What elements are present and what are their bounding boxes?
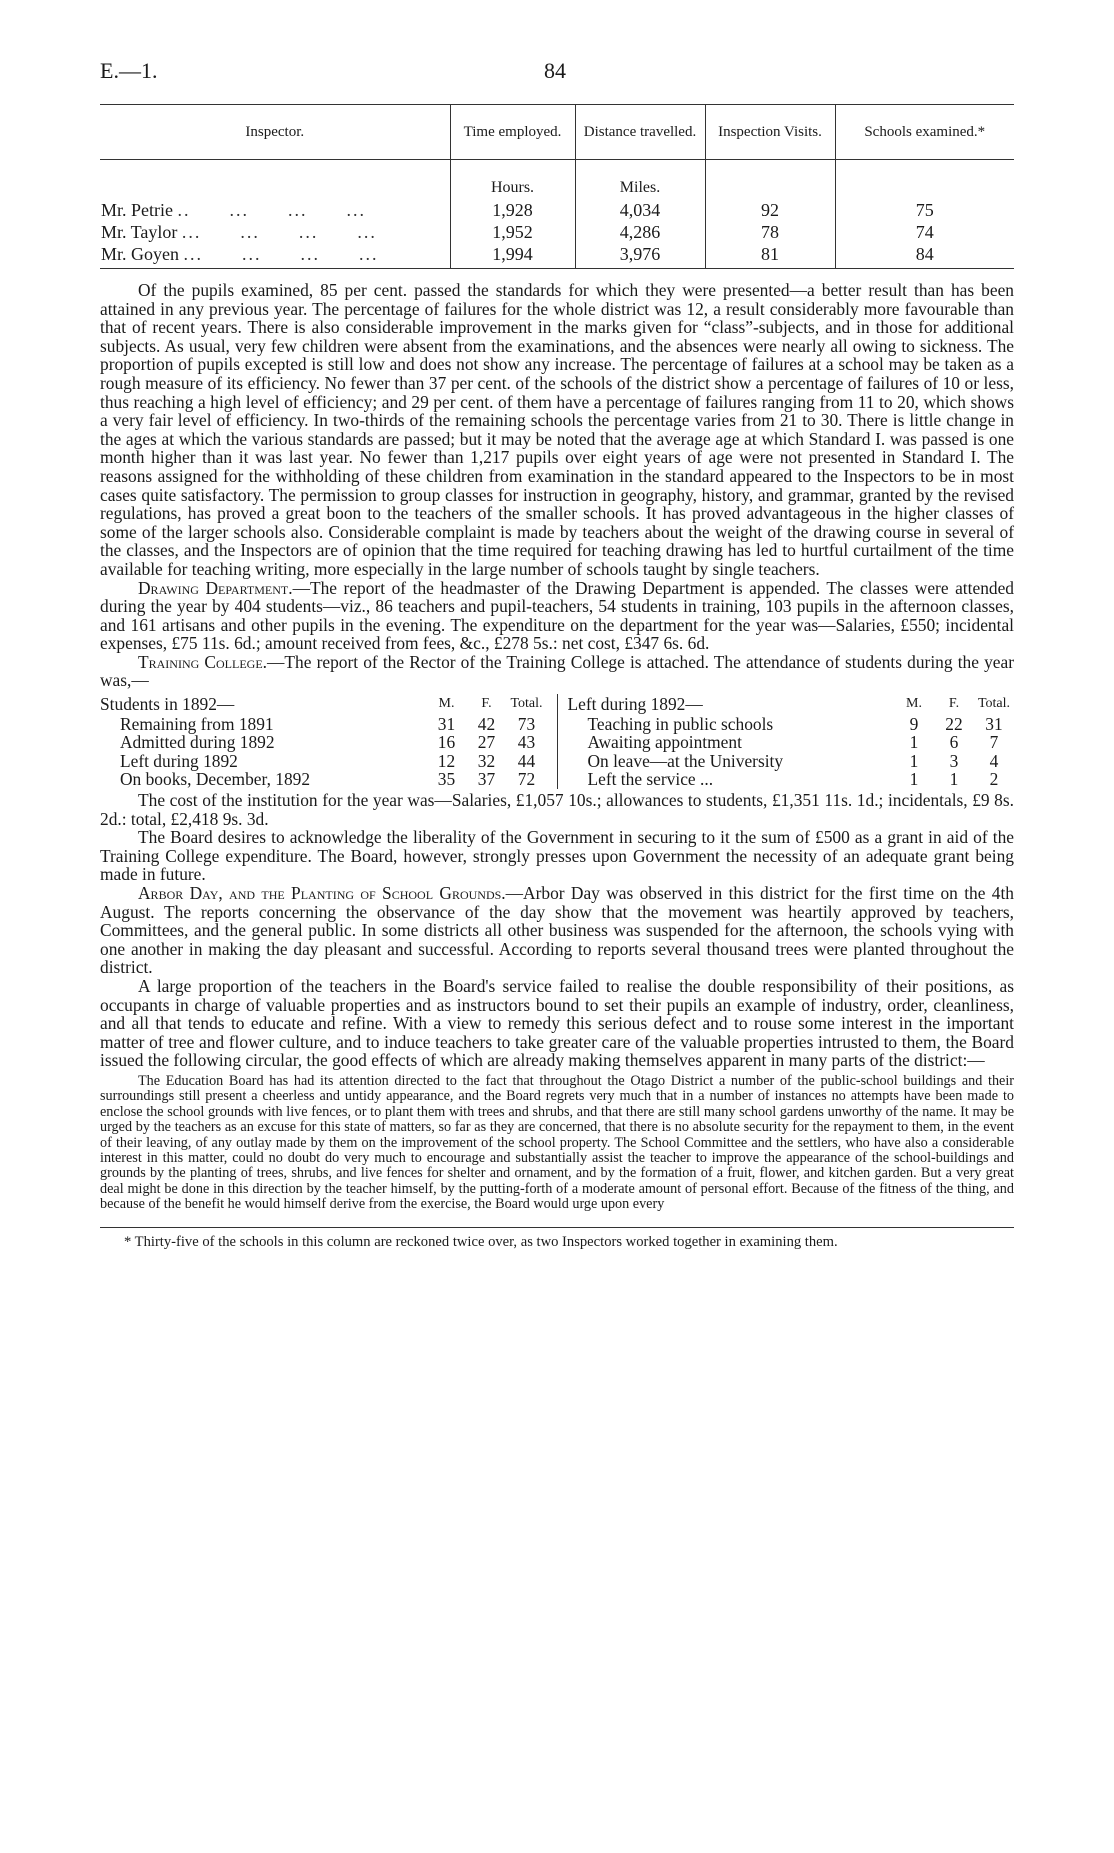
footnote: * Thirty-five of the schools in this column are reckoned twice over, as two Inspectors worked together in examining them. (124, 1233, 838, 1250)
col-inspector: Inspector. (100, 105, 450, 160)
paragraph-government-grant: The Board desires to acknowledge the liberality of the Government in securing to it the sum of £500 as a grant in aid of the Training College expenditure. The Board, however, strongly presses upon Government the necessity of an adequate grant being made in future. (100, 827, 1014, 885)
paragraph-training-college: Training College.—The report of the Rector of the Training College is attached. The attendance of students during the year was,— (100, 651, 1014, 691)
table-row: Left the service ... 1 1 2 (587, 769, 999, 790)
paragraph-institution-cost: The cost of the institution for the year was—Salaries, £1,057 10s.; allowances to students, £1,351 11s. 1d.; incidentals, £9 8s. 2d.: total, £2,418 9s. 3d. (100, 790, 1014, 829)
section-heading: Training College. (138, 651, 268, 672)
paragraph-arbor-day: Arbor Day, and the Planting of School Grounds.—Arbor Day was observed in this district for the first time on the 4th August. The reports concerning the observance of the day show that the movement was heartily approved by teachers, Committees, and the general public. In some districts all other business was suspended for the afternoon, the schools vying with one another in making the day pleasant and successful. According to reports several thousand trees were planted throughout the district. (100, 883, 1014, 978)
report-body-continued (100, 791, 1014, 1070)
col-inspection-visits: Inspection Visits. (705, 105, 835, 160)
table-row: On leave—at the University 1 3 4 (587, 750, 999, 771)
table-row: Left during 1892 12 32 44 (120, 750, 536, 771)
header-male: M. (906, 696, 922, 712)
unit-row (100, 160, 1014, 200)
col-distance-travelled: Distance travelled. (575, 105, 705, 160)
report-body (100, 281, 1014, 690)
students-title: Students in 1892— (100, 694, 235, 715)
header-total: Total. (510, 696, 543, 712)
table-row: Awaiting appointment 1 6 7 (587, 732, 999, 753)
inspector-name: Mr. Goyen (101, 244, 179, 264)
section-heading: Drawing Department. (138, 577, 293, 598)
visits-cell: 78 (705, 221, 835, 243)
header-female: F. (948, 696, 960, 712)
report-reference: E.—1. (100, 58, 158, 83)
paragraph-drawing-department: Drawing Department.—The report of the headmaster of the Drawing Department is appended. The classes were attended during the year by 404 students—viz., 86 teachers and pupil-teachers, 54 students in training, 103 pupils in the afternoon classes, and 161 artisans and other pupils in the evening. The expenditure on the department for the year was—Salaries, £550; incidental expenses, £75 11s. 6d.; amount received from fees, &c., £278 5s.: net cost, £347 6s. 6d. (100, 577, 1014, 654)
col-time-employed: Time employed. (450, 105, 575, 160)
inspector-name: Mr. Taylor (101, 222, 178, 242)
left-during-column (557, 694, 1015, 789)
schools-cell: 74 (835, 221, 1014, 243)
time-cell: 1,928 (450, 199, 575, 221)
visits-cell: 92 (705, 199, 835, 221)
inspector-name: Mr. Petrie (101, 200, 173, 220)
table-row: Remaining from 1891 31 42 73 (120, 713, 536, 734)
time-cell: 1,994 (450, 243, 575, 269)
header-total: Total. (977, 696, 1011, 712)
header-female: F. (481, 696, 492, 712)
distance-cell: 4,034 (575, 199, 705, 221)
schools-cell: 75 (835, 199, 1014, 221)
schools-cell: 84 (835, 243, 1014, 269)
table-row: Mr. Taylor ... ... ... ... 1,952 4,286 78 74 (100, 221, 1014, 243)
page-number: 84 (544, 58, 566, 83)
page-header (100, 58, 1014, 92)
training-college-table (100, 694, 1014, 789)
col-schools-examined: Schools examined.* (835, 105, 1014, 160)
distance-cell: 3,976 (575, 243, 705, 269)
time-cell: 1,952 (450, 221, 575, 243)
board-circular (100, 1074, 1014, 1213)
section-heading: Arbor Day, and the Planting of School Grounds. (138, 883, 506, 903)
left-during-title: Left during 1892— (567, 694, 703, 715)
circular-text: The Education Board has had its attention directed to the fact that throughout the Otago District a number of the public-school buildings and their surroundings still present a cheerless and untidy appearance, and the Board regrets very much that in a number of instances no attempts have been made to enclose the school grounds with live fences, or to plant them with trees and shrubs, and that there are still many school gardens unworthy of the name. It may be urged by the teachers as an excuse for this state of matters, so far as they are concerned, that there is no absolute security for the repayment to them, in the event of their leaving, of any outlay made by them on the improvement of the school property. The School Committee and the settlers, who have also a considerable interest in this matter, could no doubt do very much to encourage and substantially assist the teacher to improve the appearance of the school-buildings and grounds by the planting of trees, shrubs, and live fences for shelter and ornament, and by the formation of a fruit, flower, and kitchen garden. But a very great deal might be done in this direction by the teacher himself, by the putting-forth of a moderate amount of personal effort. Because of the fitness of the thing, and because of the benefit he would himself derive from the exercise, the Board would urge upon every (100, 1072, 1014, 1213)
inspector-table-header (100, 105, 1014, 160)
table-row: Admitted during 1892 16 27 43 (120, 732, 536, 753)
paragraph-teacher-responsibility: A large proportion of the teachers in the Board's service failed to realise the double responsibility of their positions, as occupants in charge of valuable properties and as instructors bound to set their pupils an example of industry, order, cleanliness, and all that tends to educate and refine. With a view to remedy this serious defect and to rouse some interest in the important matter of tree and flower culture, and to induce teachers to take greater care of the valuable properties intrusted to them, the Board issued the following circular, the good effects of which are already making themselves apparent in many parts of the district:— (100, 975, 1014, 1071)
unit-miles: Miles. (575, 160, 705, 200)
inspector-table (100, 104, 1014, 269)
visits-cell: 81 (705, 243, 835, 269)
footnote-divider (100, 1227, 1014, 1228)
table-row: Mr. Petrie .. ... ... ... 1,928 4,034 92 75 (100, 199, 1014, 221)
table-row: Teaching in public schools 9 22 31 (587, 713, 1003, 734)
table-row: Mr. Goyen ... ... ... ... 1,994 3,976 81 84 (100, 243, 1014, 269)
header-male: M. (438, 696, 455, 712)
students-column (100, 694, 547, 789)
document-page (100, 58, 1014, 1250)
paragraph-examination-results: Of the pupils examined, 85 per cent. passed the standards for which they were presented—a better result than has been attained in any previous year. The percentage of failures for the whole district was 12, a result considerably more favourable than that of recent years. There is also considerable improvement in the marks given for “class”-subjects, and in those for additional subjects. As usual, very few children were absent from the examinations, and the absences were nearly all owing to sickness. The proportion of pupils excepted is still low and does not show any increase. The percentage of failures at a school may be taken as a rough measure of its efficiency. No fewer than 37 per cent. of the schools of the district show a percentage of failures of 10 or less, thus reaching a high level of efficiency; and 29 per cent. of them have a percentage of failures ranging from 11 to 20, which shows a very fair level of efficiency. In two-thirds of the remaining schools the percentage varies from 21 to 30. There is little change in the ages at which the various standards are passed; but it may be noted that the average age at which Standard I. was passed is one month higher than it was last year. No fewer than 1,217 pupils over eight years of age were not presented in Standard I. The reasons assigned for the withholding of these children from examination in the standard appeared to the Inspectors to be in most cases quite satisfactory. The permission to group classes for instruction in geography, history, and grammar, granted by the revised regulations, has proved a great boon to the teachers of the smaller schools. It has proved advantageous in the higher classes of some of the larger schools also. Considerable complaint is made by teachers about the weight of the drawing course in several of the classes, and the Inspectors are of opinion that the time required for teaching drawing has led to hurtful curtailment of the time available for teaching writing, more especially in the large number of schools taught by single teachers. (100, 280, 1014, 579)
distance-cell: 4,286 (575, 221, 705, 243)
unit-hours: Hours. (450, 160, 575, 200)
table-row: On books, December, 1892 35 37 72 (120, 769, 536, 790)
